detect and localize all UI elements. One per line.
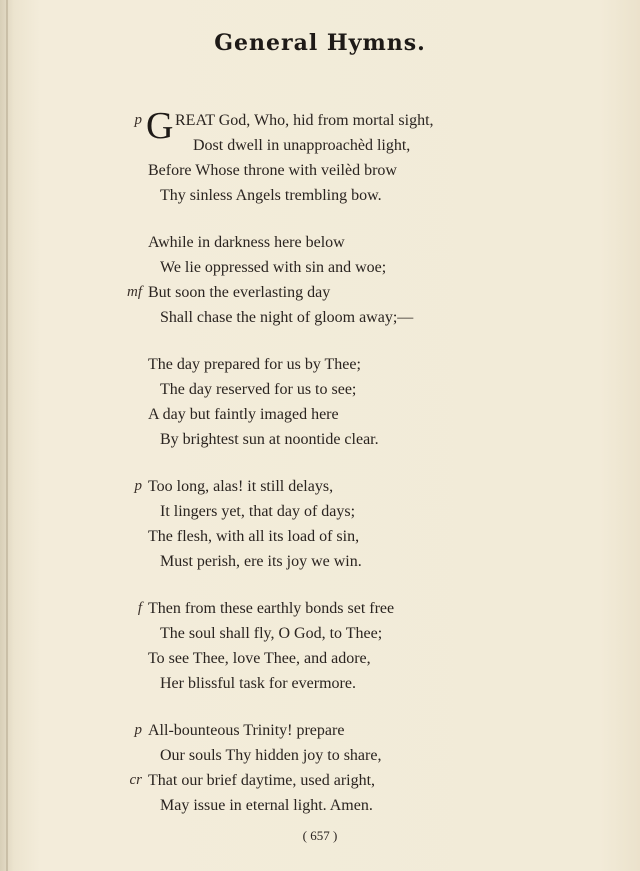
verse-line-text: To see Thee, love Thee, and adore,: [148, 650, 371, 667]
stanza: [0, 718, 640, 818]
verse-line-text: All-bounteous Trinity! prepare: [148, 722, 345, 739]
verse-line: [0, 524, 640, 549]
stanza: [0, 474, 640, 574]
verse-line: [0, 793, 640, 818]
dynamic-marking: cr: [129, 772, 142, 788]
verse-line-text: Too long, alas! it still delays,: [148, 478, 334, 495]
dynamic-marking: p: [134, 722, 142, 738]
hymn-text: [0, 105, 640, 840]
stanza: [0, 596, 640, 696]
verse-line: [0, 646, 640, 671]
verse-line: [0, 255, 640, 280]
verse-line: [0, 377, 640, 402]
verse-line: [0, 352, 640, 377]
verse-line-text: Before Whose throne with veilèd brow: [148, 162, 397, 179]
verse-line-text: Her blissful task for evermore.: [160, 675, 356, 692]
verse-line: [0, 499, 640, 524]
verse-line: [0, 427, 640, 452]
verse-line-text: Must perish, ere its joy we win.: [160, 553, 362, 570]
verse-line: [0, 183, 640, 208]
verse-line-text: REAT God, Who, hid from mortal sight,: [175, 112, 434, 129]
verse-line: [0, 474, 640, 499]
verse-line-text: Then from these earthly bonds set free: [148, 600, 395, 617]
stanza: [0, 105, 640, 208]
verse-line: [0, 133, 640, 158]
verse-line: [0, 768, 640, 793]
page-number: ( 657 ): [302, 828, 338, 843]
verse-line-text: A day but faintly imaged here: [148, 406, 339, 423]
stanza: [0, 230, 640, 330]
verse-line: [0, 743, 640, 768]
verse-line: [0, 671, 640, 696]
verse-line-text: We lie oppressed with sin and woe;: [160, 259, 387, 276]
verse-line-text: The soul shall fly, O God, to Thee;: [160, 625, 383, 642]
verse-line-text: Our souls Thy hidden joy to share,: [160, 747, 382, 764]
dynamic-marking: p: [134, 112, 142, 128]
verse-line-text: Awhile in darkness here below: [148, 234, 345, 251]
verse-line: [0, 230, 640, 255]
verse-line-text: The day prepared for us by Thee;: [148, 356, 361, 373]
verse-line: [0, 718, 640, 743]
section-heading: General Hymns.: [214, 30, 426, 56]
verse-line: [0, 158, 640, 183]
verse-line-text: Thy sinless Angels trembling bow.: [160, 187, 382, 204]
dynamic-marking: p: [134, 478, 142, 494]
verse-line: [0, 621, 640, 646]
verse-line-text: But soon the everlasting day: [148, 284, 331, 301]
verse-line-text: By brightest sun at noontide clear.: [160, 431, 379, 448]
drop-capital: G: [146, 105, 174, 147]
verse-line-text: It lingers yet, that day of days;: [160, 503, 356, 520]
verse-line-text: Shall chase the night of gloom away;—: [160, 309, 414, 326]
verse-line: [0, 402, 640, 427]
verse-line-text: May issue in eternal light. Amen.: [160, 797, 373, 814]
verse-line: [0, 280, 640, 305]
dynamic-marking: mf: [127, 284, 142, 300]
verse-line: [0, 305, 640, 330]
verse-line-text: The flesh, with all its load of sin,: [148, 528, 360, 545]
verse-line: [0, 549, 640, 574]
verse-line: [0, 596, 640, 621]
stanza: [0, 352, 640, 452]
verse-line-text: Dost dwell in unapproachèd light,: [193, 137, 411, 154]
verse-line-text: That our brief daytime, used aright,: [148, 772, 376, 789]
verse-line-text: The day reserved for us to see;: [160, 381, 357, 398]
dynamic-marking: f: [137, 600, 142, 616]
